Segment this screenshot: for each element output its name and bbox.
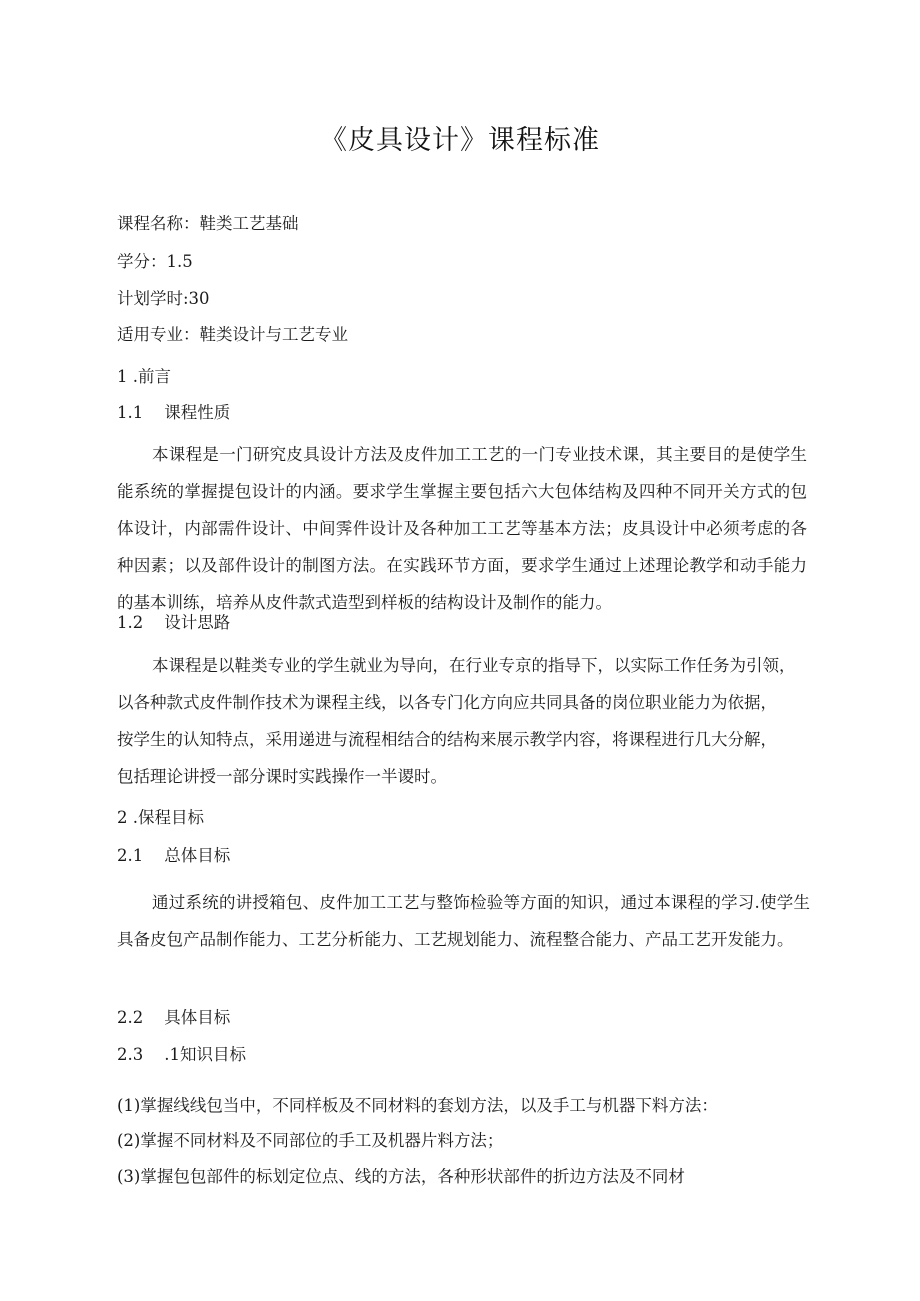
paragraph-course-nature: 本课程是一门研究皮具设计方法及皮件加工工艺的一门专业技术课，其主要目的是使学生能系统的掌握提包设计的内涵。要求学生掌握主要包括六大包体结构及四种不同开关方式的包体设计，内部需件设计、中间霁件设计及各种加工工艺等基本方法；皮具设计中必须考虑的各种因素；以及部件设计的制图方法。在实践环节方面，要求学生通过上述理论教学和动手能力的基本训练，培养从皮件款式造型到样板的结构设计及制作的能力。 [117, 445, 807, 612]
course-credits: 学分：1.5 [117, 252, 193, 271]
section-heading-2-1: 2.1 总体目标 [117, 846, 231, 865]
document-title: 《皮具设计》课程标准 [320, 125, 600, 156]
section-heading-2-2: 2.2 具体目标 [117, 1008, 231, 1027]
course-name: 课程名称：鞋类工艺基础 [117, 214, 299, 233]
paragraph-design-line-1: 本课程是以鞋类专业的学生就业为导向，在行业专京的指导下，以实际工作任务为引领， [152, 656, 796, 675]
section-heading-2: 2 .保程目标 [117, 808, 204, 827]
section-heading-1: 1 .前言 [117, 367, 171, 386]
list-item-1: (1)掌握线线包当中，不同样板及不同材料的套划方法，以及手工与机器下料方法： [117, 1096, 718, 1115]
course-major: 适用专业：鞋类设计与工艺专业 [117, 325, 348, 344]
section-heading-1-2: 1.2 设计思路 [117, 613, 231, 632]
list-item-2: (2)掌握不同材料及不同部位的手工及机器片料方法； [117, 1131, 504, 1150]
list-item-3: (3)掌握包包部件的标划定位点、线的方法，各种形状部件的折边方法及不同材 [117, 1167, 685, 1186]
course-hours: 计划学时:30 [117, 289, 210, 308]
section-heading-2-3: 2.3 .1知识目标 [117, 1045, 246, 1064]
paragraph-overall-goal: 通过系统的讲授箱包、皮件加工工艺与整饰检验等方面的知识，通过本课程的学习.使学生具备皮包产品制作能力、工艺分析能力、工艺规划能力、流程整合能力、产品工艺开发能力。 [117, 893, 810, 949]
paragraph-design-line-4: 包括理论讲授一部分课时实践操作一半谡时。 [117, 767, 447, 786]
paragraph-design-line-2: 以各种款式皮件制作技术为课程主线，以各专门化方向应共同具备的岗位职业能力为依据， [117, 693, 777, 712]
section-heading-1-1: 1.1 课程性质 [117, 403, 231, 422]
paragraph-design-line-3: 按学生的认知特点，采用递进与流程相结合的结构来展示教学内容，将课程进行几大分解， [117, 730, 777, 749]
